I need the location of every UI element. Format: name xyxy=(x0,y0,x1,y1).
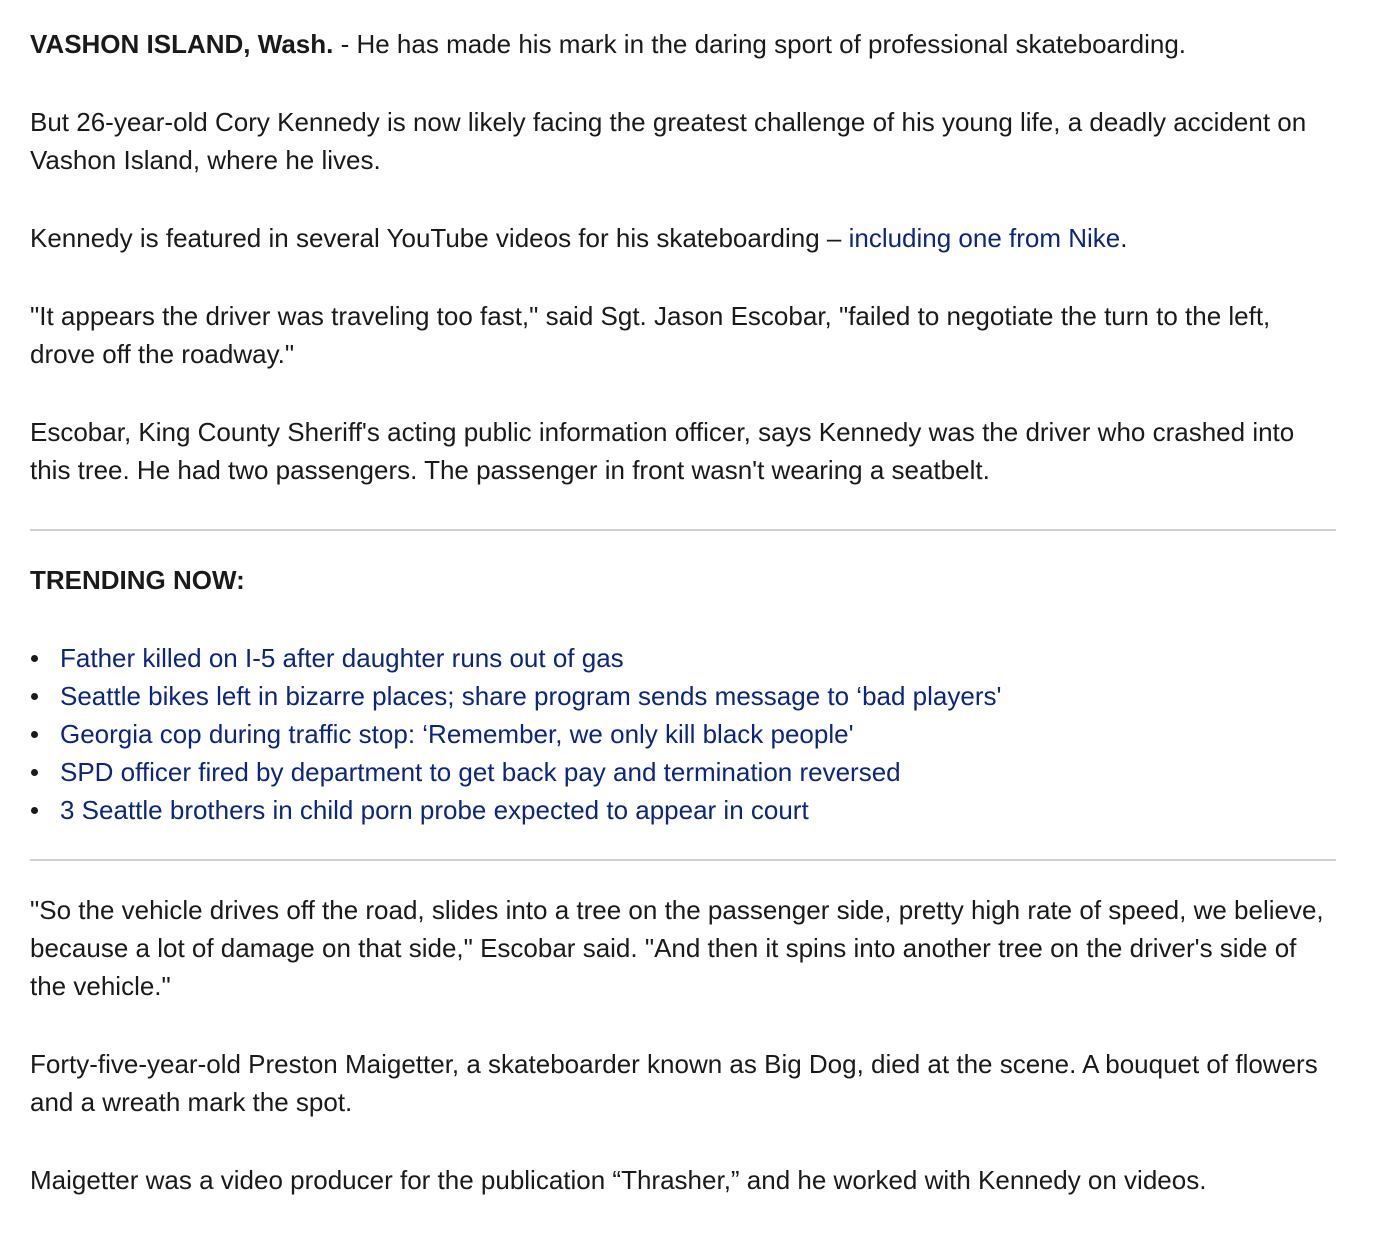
list-item xyxy=(60,715,1336,753)
paragraph-quote: "So the vehicle drives off the road, slides into a tree on the passenger side, pretty high rate of speed, we believe, because a lot of damage on that side," Escobar said. "And then it spins into another tree on the driver's side of the vehicle." xyxy=(30,895,1324,1001)
paragraph-text: - He has made his mark in the daring sport of professional skateboarding. xyxy=(333,29,1187,59)
dateline: VASHON ISLAND, Wash. xyxy=(30,29,334,59)
trending-link[interactable]: Father killed on I-5 after daughter runs out of gas xyxy=(60,643,624,673)
list-item xyxy=(60,639,1336,677)
list-item xyxy=(60,791,1336,829)
bullet-icon xyxy=(31,655,38,662)
paragraph: But 26-year-old Cory Kennedy is now likely facing the greatest challenge of his young life, a deadly accident on Vashon Island, where he lives. xyxy=(30,107,1307,175)
divider xyxy=(30,529,1336,531)
divider xyxy=(30,859,1336,861)
list-item xyxy=(60,677,1336,715)
paragraph-dateline xyxy=(30,25,1336,63)
article-body xyxy=(30,25,1336,1239)
trending-heading: TRENDING NOW: xyxy=(30,565,245,595)
paragraph: Forty-five-year-old Preston Maigetter, a skateboarder known as Big Dog, died at the scene. A bouquet of flowers and a wreath mark the spot. xyxy=(30,1049,1318,1117)
bullet-icon xyxy=(31,731,38,738)
nike-video-link[interactable]: including one from Nike xyxy=(848,223,1121,253)
trending-link[interactable]: Seattle bikes left in bizarre places; share program sends message to ‘bad players' xyxy=(60,681,1002,711)
trending-link[interactable]: 3 Seattle brothers in child porn probe expected to appear in court xyxy=(60,795,809,825)
bullet-icon xyxy=(31,769,38,776)
paragraph: Maigetter was a video producer for the publication “Thrasher,” and he worked with Kennedy on videos. xyxy=(30,1165,1207,1195)
bullet-icon xyxy=(31,693,38,700)
paragraph-quote: "It appears the driver was traveling too fast," said Sgt. Jason Escobar, "failed to negotiate the turn to the left, drove off the roadway." xyxy=(30,301,1271,369)
paragraph-text: Kennedy is featured in several YouTube videos for his skateboarding – xyxy=(30,223,849,253)
trending-link[interactable]: Georgia cop during traffic stop: ‘Remember, we only kill black people' xyxy=(60,719,854,749)
paragraph: Escobar, King County Sheriff's acting public information officer, says Kennedy was the driver who crashed into this tree. He had two passengers. The passenger in front wasn't wearing a seatbelt. xyxy=(30,417,1295,485)
bullet-icon xyxy=(31,807,38,814)
paragraph-with-link xyxy=(30,219,1336,257)
trending-list xyxy=(30,639,1336,829)
trending-link[interactable]: SPD officer fired by department to get back pay and termination reversed xyxy=(60,757,901,787)
paragraph-end: . xyxy=(1120,223,1128,253)
list-item xyxy=(60,753,1336,791)
